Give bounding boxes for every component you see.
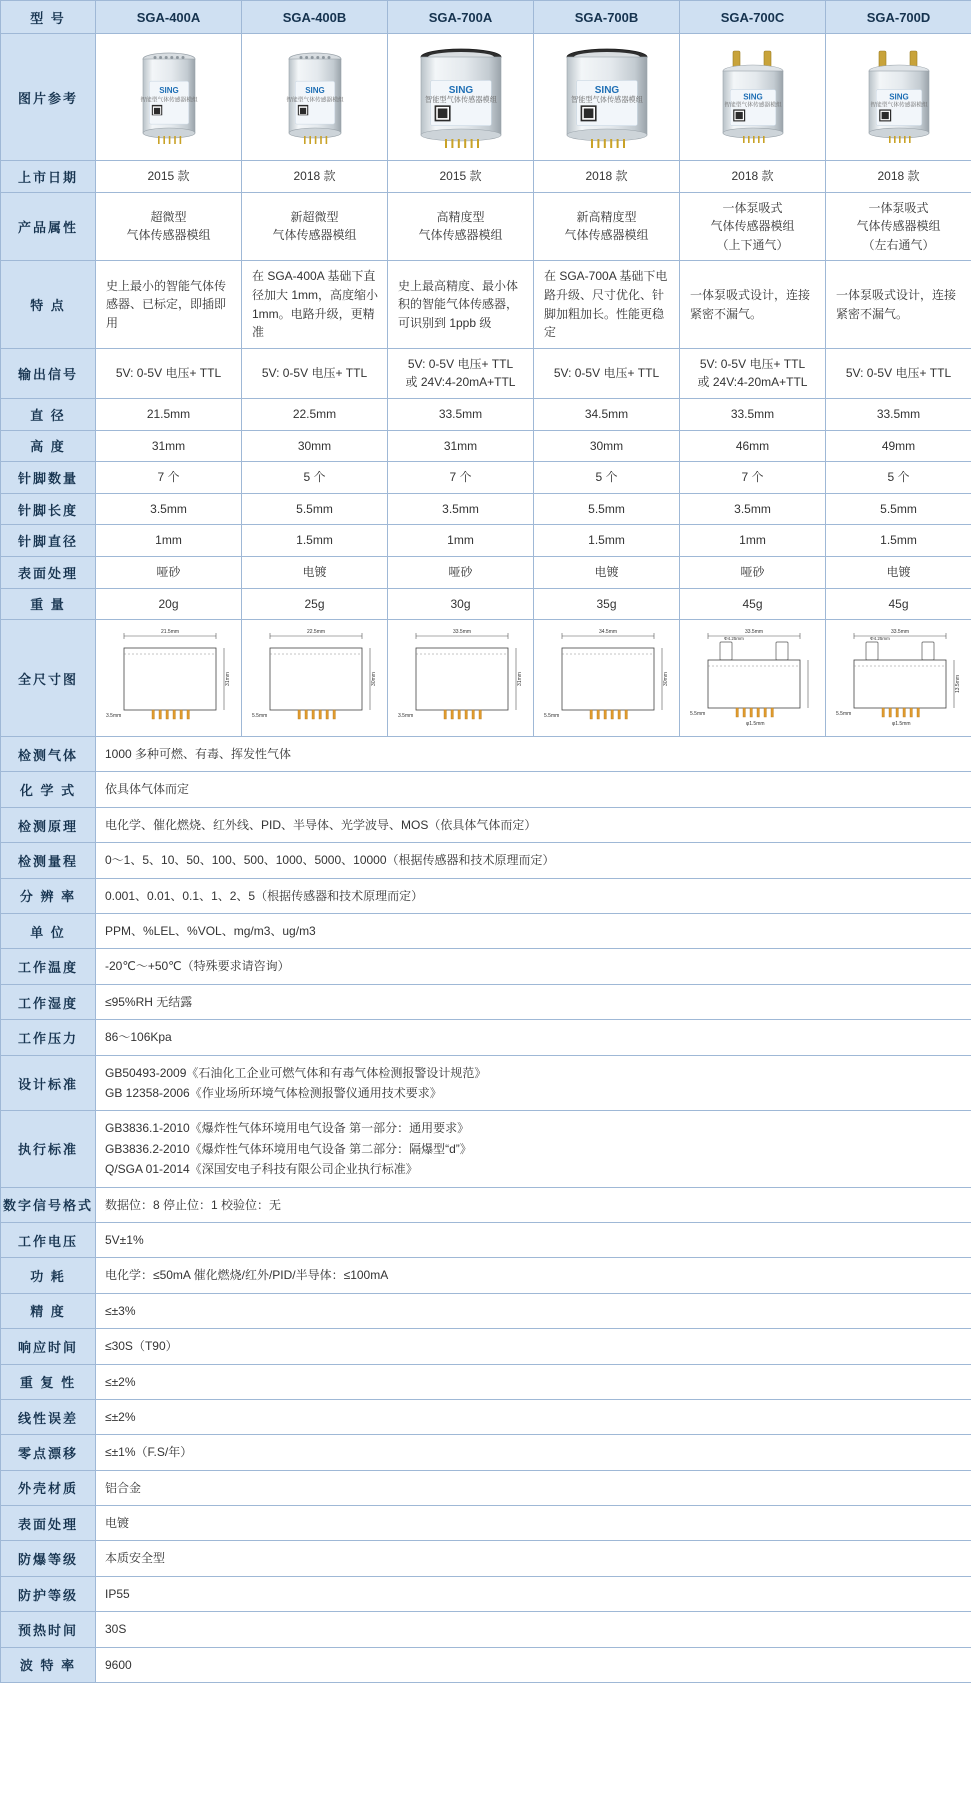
row-value: 电化学：≤50mA 催化燃烧/红外/PID/半导体：≤100mA [96,1258,971,1293]
row-label: 功 耗 [1,1258,96,1293]
cell: 7 个 [680,462,826,494]
spec-row [1,620,971,737]
cell: 电镀 [826,556,971,588]
row-label: 产品属性 [1,192,96,261]
svg-text:SING: SING [594,84,619,96]
row-value: 0.001、0.01、0.1、1、2、5（根据传感器和技术原理而定） [96,878,971,913]
cell: 哑砂 [388,556,534,588]
cell: 7 个 [388,462,534,494]
model-header-row [1,1,971,34]
row-label: 表面处理 [1,556,96,588]
general-spec-row [1,1055,971,1111]
cell: 5 个 [534,462,680,494]
cell: 7 个 [96,462,242,494]
svg-text:Φ4.25mm: Φ4.25mm [723,636,744,642]
sensor-photo-700b [534,34,680,161]
general-spec-row [1,1435,971,1470]
row-value: ≤30S（T90） [96,1329,971,1364]
row-value: PPM、%LEL、%VOL、mg/m3、ug/m3 [96,914,971,949]
general-spec-row [1,949,971,984]
svg-text:SING: SING [158,86,179,96]
row-value: 86～106Kpa [96,1020,971,1055]
cell: 45g [680,588,826,620]
cell: 5.5mm [534,493,680,525]
general-spec-row [1,1470,971,1505]
general-spec-row [1,1612,971,1647]
svg-text:3.5mm: 3.5mm [105,713,121,720]
general-spec-row [1,1020,971,1055]
dimension-drawing-4 [534,620,680,737]
cell: 30g [388,588,534,620]
spec-row [1,398,971,430]
row-label: 全尺寸图 [1,620,96,737]
cell: 哑砂 [96,556,242,588]
svg-text:31mm: 31mm [224,672,231,687]
row-label: 图片参考 [1,34,96,161]
cell: 5V: 0-5V 电压+ TTL [242,348,388,398]
row-label: 防爆等级 [1,1541,96,1576]
row-label: 零点漂移 [1,1435,96,1470]
cell: 25g [242,588,388,620]
cell: 1.5mm [826,525,971,557]
row-value: ≤±3% [96,1293,971,1328]
cell: 5V: 0-5V 电压+ TTL [96,348,242,398]
spec-row [1,34,971,161]
cell: 21.5mm [96,398,242,430]
cell: 2015 款 [388,161,534,193]
row-label: 输出信号 [1,348,96,398]
row-value: ≤95%RH 无结露 [96,984,971,1019]
cell: 一体泵吸式 气体传感器模组 （上下通气） [680,192,826,261]
svg-text:5.5mm: 5.5mm [543,713,559,720]
cell: 电镀 [534,556,680,588]
model-header-5: SGA-700C [680,1,826,34]
sensor-photo-400b [242,34,388,161]
model-header-6: SGA-700D [826,1,971,34]
cell: 33.5mm [388,398,534,430]
cell: 史上最小的智能气体传感器、已标定，即插即用 [96,261,242,348]
cell: 哑砂 [680,556,826,588]
general-spec-row [1,737,971,772]
general-spec-row [1,984,971,1019]
cell: 45g [826,588,971,620]
svg-text:22.5mm: 22.5mm [306,629,325,636]
general-spec-row [1,1506,971,1541]
svg-text:SING: SING [448,84,473,96]
row-label: 针脚直径 [1,525,96,557]
cell: 超微型 气体传感器模组 [96,192,242,261]
sensor-photo-400a [96,34,242,161]
cell: 33.5mm [680,398,826,430]
row-value: ≤±2% [96,1364,971,1399]
sensor-photo-700d [826,34,971,161]
general-spec-row [1,1222,971,1257]
general-spec-row [1,878,971,913]
svg-text:智能型气体传感器模组: 智能型气体传感器模组 [424,94,497,104]
row-label: 执行标准 [1,1111,96,1187]
row-label: 响应时间 [1,1329,96,1364]
svg-text:34.5mm: 34.5mm [598,629,617,636]
row-value: 电镀 [96,1506,971,1541]
cell: 5.5mm [242,493,388,525]
svg-text:31mm: 31mm [516,672,523,687]
cell: 新超微型 气体传感器模组 [242,192,388,261]
row-value: ≤±2% [96,1399,971,1434]
cell: 1.5mm [242,525,388,557]
cell: 34.5mm [534,398,680,430]
cell: 高精度型 气体传感器模组 [388,192,534,261]
row-value: 30S [96,1612,971,1647]
cell: 3.5mm [680,493,826,525]
row-label: 波 特 率 [1,1647,96,1682]
cell: 5V: 0-5V 电压+ TTL 或 24V:4-20mA+TTL [680,348,826,398]
row-value: 依具体气体而定 [96,772,971,807]
general-spec-row [1,1329,971,1364]
row-label: 重 复 性 [1,1364,96,1399]
cell: 30mm [242,430,388,462]
row-value: -20℃～+50℃（特殊要求请咨询） [96,949,971,984]
svg-text:SING: SING [742,92,763,102]
row-value: 铝合金 [96,1470,971,1505]
cell: 35g [534,588,680,620]
spec-row [1,525,971,557]
svg-text:30mm: 30mm [370,672,377,687]
general-spec-row [1,807,971,842]
spec-row [1,192,971,261]
row-label: 防护等级 [1,1576,96,1611]
row-value: 本质安全型 [96,1541,971,1576]
general-spec-row [1,1258,971,1293]
cell: 一体泵吸式设计，连接紧密不漏气。 [680,261,826,348]
svg-text:智能型气体传感器模组: 智能型气体传感器模组 [570,94,643,104]
row-label: 特 点 [1,261,96,348]
svg-text:SING: SING [304,86,325,96]
general-spec-row [1,1293,971,1328]
row-label: 分 辨 率 [1,878,96,913]
cell: 1.5mm [534,525,680,557]
row-label: 设计标准 [1,1055,96,1111]
svg-text:Φ4.25mm: Φ4.25mm [869,636,890,642]
row-label: 工作湿度 [1,984,96,1019]
cell: 新高精度型 气体传感器模组 [534,192,680,261]
row-label: 外壳材质 [1,1470,96,1505]
row-label: 针脚数量 [1,462,96,494]
general-spec-row [1,914,971,949]
cell: 2018 款 [534,161,680,193]
svg-text:智能型气体传感器模组: 智能型气体传感器模组 [723,102,782,109]
row-label: 高 度 [1,430,96,462]
cell: 3.5mm [96,493,242,525]
dimension-drawing-3 [388,620,534,737]
cell: 电镀 [242,556,388,588]
svg-text:30mm: 30mm [662,672,669,687]
svg-text:SING: SING [888,92,909,102]
cell: 5 个 [242,462,388,494]
cell: 22.5mm [242,398,388,430]
cell: 31mm [388,430,534,462]
model-header-3: SGA-700A [388,1,534,34]
svg-text:13.5mm: 13.5mm [954,675,961,694]
row-label: 针脚长度 [1,493,96,525]
row-label: 工作压力 [1,1020,96,1055]
general-spec-row [1,772,971,807]
general-spec-row [1,1111,971,1187]
general-spec-row [1,1399,971,1434]
dimension-drawing-6 [826,620,971,737]
row-value: ≤±1%（F.S/年） [96,1435,971,1470]
cell: 46mm [680,430,826,462]
row-value: 数据位：8 停止位：1 校验位：无 [96,1187,971,1222]
row-label: 型 号 [1,1,96,34]
svg-text:33.5mm: 33.5mm [452,629,471,636]
svg-text:5.5mm: 5.5mm [835,711,851,718]
row-label: 精 度 [1,1293,96,1328]
sensor-photo-700c [680,34,826,161]
row-value: 5V±1% [96,1222,971,1257]
svg-text:φ1.5mm: φ1.5mm [745,721,765,728]
cell: 一体泵吸式 气体传感器模组 （左右通气） [826,192,971,261]
svg-text:智能型气体传感器模组: 智能型气体传感器模组 [139,97,198,104]
cell: 5V: 0-5V 电压+ TTL [534,348,680,398]
spec-row [1,493,971,525]
cell: 在 SGA-700A 基础下电路升级、尺寸优化、针脚加粗加长。性能更稳定 [534,261,680,348]
cell: 5.5mm [826,493,971,525]
model-header-2: SGA-400B [242,1,388,34]
row-label: 预热时间 [1,1612,96,1647]
row-label: 单 位 [1,914,96,949]
spec-row [1,462,971,494]
svg-text:21.5mm: 21.5mm [160,629,179,636]
cell: 5 个 [826,462,971,494]
svg-text:智能型气体传感器模组: 智能型气体传感器模组 [285,97,344,104]
row-label: 检测原理 [1,807,96,842]
row-value: 0～1、5、10、50、100、500、1000、5000、10000（根据传感器和技术原理而定） [96,843,971,878]
spec-row [1,588,971,620]
row-label: 工作温度 [1,949,96,984]
row-value: 1000 多种可燃、有毒、挥发性气体 [96,737,971,772]
row-value: GB50493-2009《石油化工企业可燃气体和有毒气体检测报警设计规范》 GB 12358-2006《作业场所环境气体检测报警仪通用技术要求》 [96,1055,971,1111]
model-header-4: SGA-700B [534,1,680,34]
cell: 2018 款 [826,161,971,193]
svg-text:3.5mm: 3.5mm [397,713,413,720]
general-spec-row [1,1576,971,1611]
dimension-drawing-1 [96,620,242,737]
row-label: 检测量程 [1,843,96,878]
spec-row [1,261,971,348]
row-label: 重 量 [1,588,96,620]
cell: 在 SGA-400A 基础下直径加大 1mm，高度缩小 1mm。电路升级，更精准 [242,261,388,348]
cell: 2018 款 [242,161,388,193]
cell: 49mm [826,430,971,462]
dimension-drawing-5 [680,620,826,737]
row-value: IP55 [96,1576,971,1611]
row-value: GB3836.1-2010《爆炸性气体环境用电气设备 第一部分：通用要求》 GB3836.2-2010《爆炸性气体环境用电气设备 第二部分：隔爆型“d”》 Q/SGA 01-2014《深国安电子科技有限公司企业执行标准》 [96,1111,971,1187]
cell: 史上最高精度、最小体积的智能气体传感器，可识别到 1ppb 级 [388,261,534,348]
cell: 1mm [680,525,826,557]
row-label: 表面处理 [1,1506,96,1541]
general-spec-row [1,1364,971,1399]
cell: 一体泵吸式设计，连接紧密不漏气。 [826,261,971,348]
general-spec-row [1,1541,971,1576]
cell: 30mm [534,430,680,462]
cell: 2015 款 [96,161,242,193]
cell: 20g [96,588,242,620]
row-label: 化 学 式 [1,772,96,807]
row-label: 数字信号格式 [1,1187,96,1222]
svg-text:33.5mm: 33.5mm [744,629,763,636]
cell: 5V: 0-5V 电压+ TTL [826,348,971,398]
row-label: 检测气体 [1,737,96,772]
svg-text:5.5mm: 5.5mm [251,713,267,720]
general-spec-row [1,843,971,878]
row-value: 电化学、催化燃烧、红外线、PID、半导体、光学波导、MOS（依具体气体而定） [96,807,971,842]
spec-row [1,430,971,462]
general-spec-row [1,1187,971,1222]
spec-row [1,161,971,193]
svg-text:33.5mm: 33.5mm [890,629,909,636]
spec-row [1,556,971,588]
row-label: 直 径 [1,398,96,430]
cell: 1mm [96,525,242,557]
cell: 3.5mm [388,493,534,525]
svg-text:φ1.5mm: φ1.5mm [891,721,911,728]
cell: 2018 款 [680,161,826,193]
svg-text:智能型气体传感器模组: 智能型气体传感器模组 [869,102,928,109]
row-label: 工作电压 [1,1222,96,1257]
row-label: 线性误差 [1,1399,96,1434]
cell: 5V: 0-5V 电压+ TTL 或 24V:4-20mA+TTL [388,348,534,398]
svg-text:5.5mm: 5.5mm [689,711,705,718]
spec-row [1,348,971,398]
cell: 1mm [388,525,534,557]
general-spec-row [1,1647,971,1682]
cell: 33.5mm [826,398,971,430]
sensor-photo-700a [388,34,534,161]
model-header-1: SGA-400A [96,1,242,34]
dimension-drawing-2 [242,620,388,737]
cell: 31mm [96,430,242,462]
row-label: 上市日期 [1,161,96,193]
row-value: 9600 [96,1647,971,1682]
